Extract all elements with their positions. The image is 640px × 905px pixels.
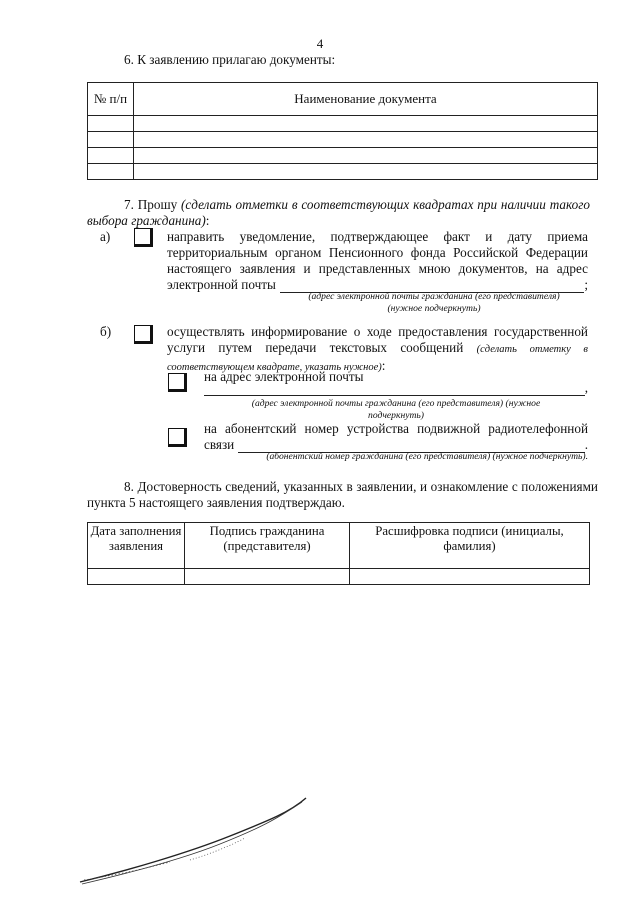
table-cell: [134, 148, 598, 164]
option-a-checkbox[interactable]: [134, 228, 153, 247]
table-header-row: [88, 523, 590, 569]
section7-intro: 7. Прошу (сделать отметки в соответствующих квадратах при наличии такого: [124, 197, 590, 212]
phone-option-caption: (абонентский номер гражданина (его представителя) (нужное подчеркнуть).: [266, 451, 588, 462]
table-cell: [88, 116, 134, 132]
option-b-checkbox[interactable]: [134, 325, 153, 344]
table-row: [88, 164, 598, 180]
table-cell: [88, 148, 134, 164]
option-a-caption: (адрес электронной почты гражданина (его представителя) (нужное подчеркнуть): [308, 291, 560, 314]
table-row: [88, 116, 598, 132]
signature-cell[interactable]: [185, 569, 350, 585]
page-number: 4: [316, 36, 324, 51]
handwritten-signature: [70, 790, 320, 890]
decode-cell[interactable]: [350, 569, 590, 585]
section6-title: 6. К заявлению прилагаю документы:: [124, 52, 336, 67]
col-number-header: № п/п: [88, 83, 134, 116]
documents-table: [87, 82, 598, 180]
option-a-text: направить уведомление, подтверждающее факт и дату приема территориальным органом Пенсионного фонда Российской Федерации настоящего заявления и представленных мною документов, на адрес электронной почты ;: [167, 229, 588, 292]
table-row: [88, 569, 590, 585]
email-option-label: на адрес электронной почты: [204, 369, 364, 384]
phone-option-checkbox[interactable]: [168, 428, 187, 447]
phone-option-text: на абонентский номер устройства подвижной радиотелефонной связи .: [204, 421, 588, 452]
col-document-name-header: Наименование документа: [134, 83, 598, 116]
email-option-checkbox[interactable]: [168, 373, 187, 392]
col-date-header: Дата заполнения заявления: [88, 523, 185, 569]
option-b-text: осуществлять информирование о ходе предоставления государственной услуги путем передачи текстовых сообщений (сделать отметку в соответствующем квадрате, указать нужное):: [167, 324, 588, 373]
table-row: [88, 148, 598, 164]
email-option-caption: (адрес электронной почты гражданина (его представителя) (нужное подчеркнуть): [251, 398, 541, 421]
col-signature-header: Подпись гражданина (представителя): [185, 523, 350, 569]
section7-intro-line2: выбора гражданина):: [87, 213, 210, 228]
table-header-row: [88, 83, 598, 116]
table-cell: [134, 116, 598, 132]
option-b-label: б): [100, 324, 112, 339]
section8-text: 8. Достоверность сведений, указанных в заявлении, и ознакомление с положениями: [124, 479, 598, 494]
table-row: [88, 132, 598, 148]
col-decode-header: Расшифровка подписи (инициалы, фамилия): [350, 523, 590, 569]
signature-table: [87, 522, 590, 585]
option-a-label: а): [100, 229, 111, 244]
date-cell[interactable]: [88, 569, 185, 585]
table-cell: [134, 164, 598, 180]
table-cell: [134, 132, 598, 148]
table-cell: [88, 164, 134, 180]
table-cell: [88, 132, 134, 148]
email-field-b[interactable]: [204, 382, 585, 396]
section8-text-line2: пункта 5 настоящего заявления подтверждаю.: [87, 495, 345, 510]
